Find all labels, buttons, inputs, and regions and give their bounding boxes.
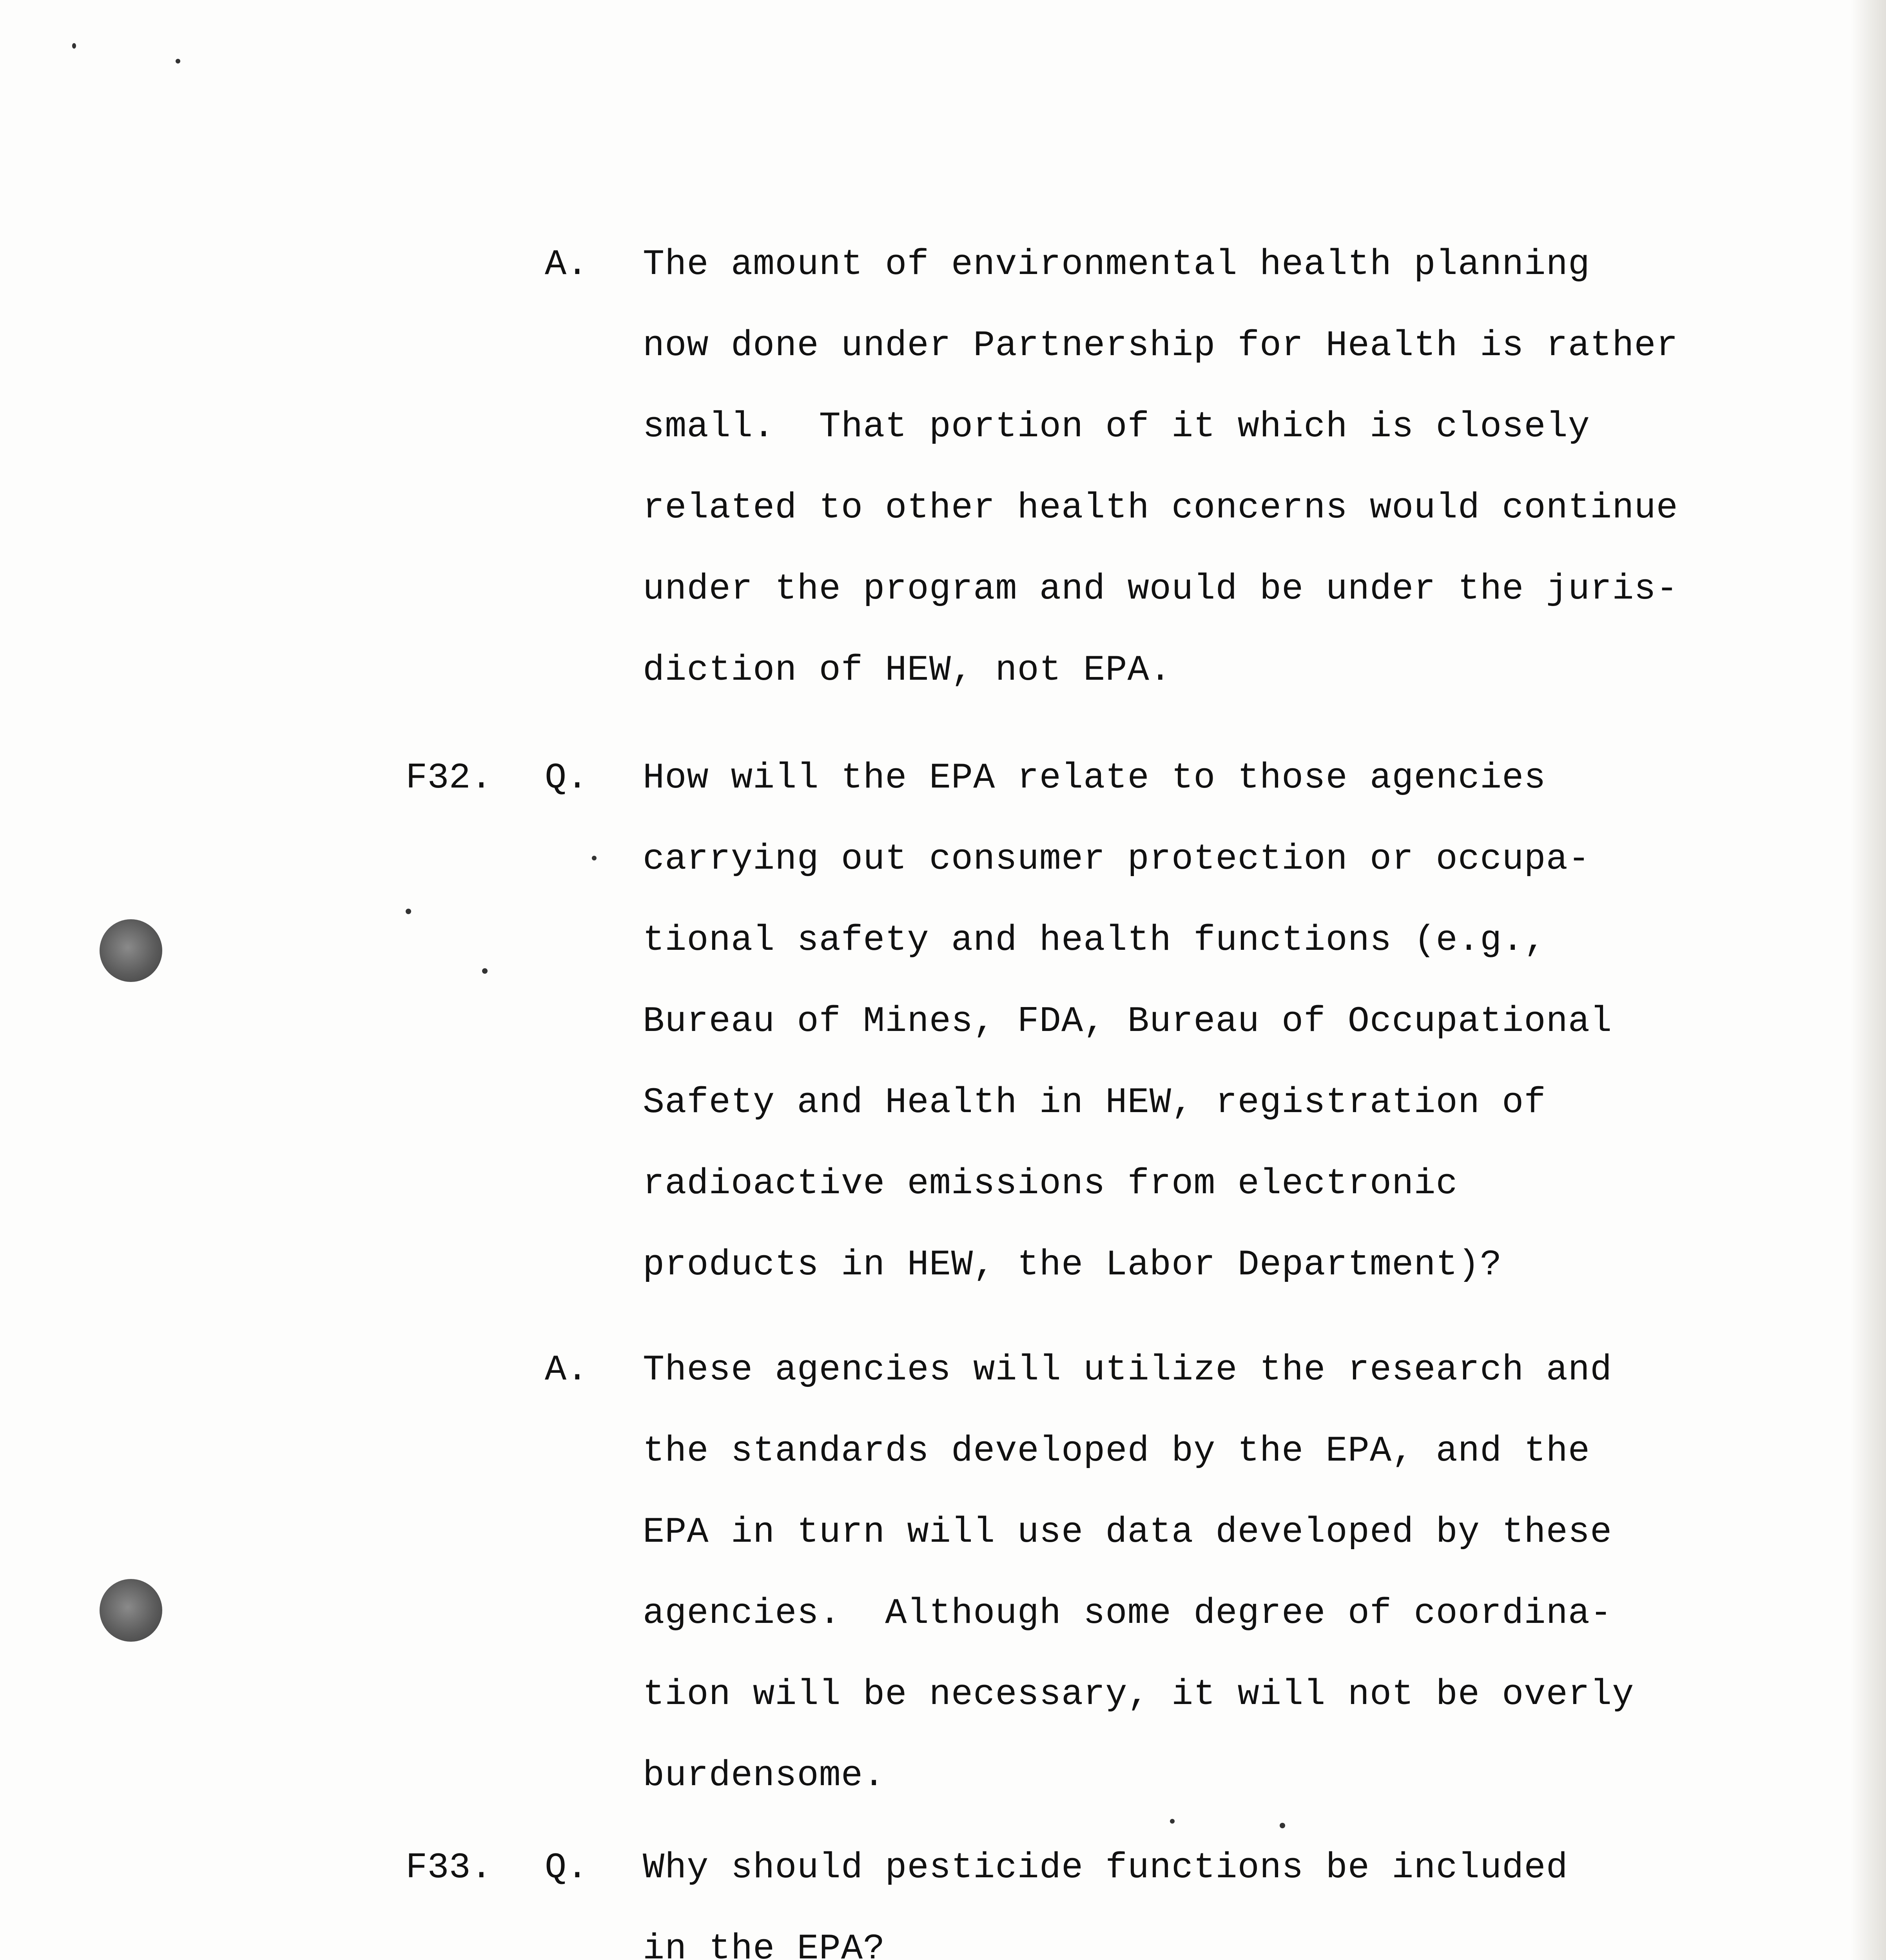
scan-speck <box>72 43 76 49</box>
scan-speck <box>1280 1823 1285 1828</box>
text-line: radioactive emissions from electronic <box>643 1163 1458 1204</box>
item-number: F32. <box>406 757 492 799</box>
text-line: related to other health concerns would continue <box>643 487 1678 528</box>
text-line: the standards developed by the EPA, and the <box>643 1430 1590 1472</box>
question-marker: Q. <box>545 1847 588 1888</box>
punch-hole <box>100 1579 162 1642</box>
text-line: These agencies will utilize the research and <box>643 1349 1612 1390</box>
text-line: EPA in turn will use data developed by these <box>643 1512 1612 1553</box>
text-line: How will the EPA relate to those agencies <box>643 757 1546 799</box>
text-line: burdensome. <box>643 1755 885 1796</box>
scan-speck <box>482 968 488 974</box>
scan-speck <box>176 59 180 64</box>
item-number: F33. <box>406 1847 492 1888</box>
text-line: now done under Partnership for Health is rather <box>643 325 1678 366</box>
text-line: Safety and Health in HEW, registration of <box>643 1082 1546 1123</box>
punch-hole <box>100 919 162 982</box>
scan-speck <box>406 909 411 914</box>
scan-speck <box>592 856 597 860</box>
text-line: tional safety and health functions (e.g., <box>643 920 1546 961</box>
page-edge-shadow <box>1851 0 1886 1960</box>
text-line: Why should pesticide functions be included <box>643 1847 1568 1888</box>
scan-speck <box>1170 1819 1175 1824</box>
text-line: in the EPA? <box>643 1928 885 1960</box>
text-line: products in HEW, the Labor Department)? <box>643 1244 1502 1285</box>
question-marker: Q. <box>545 757 588 799</box>
text-line: Bureau of Mines, FDA, Bureau of Occupational <box>643 1001 1612 1042</box>
text-line: carrying out consumer protection or occupa- <box>643 838 1590 880</box>
text-line: The amount of environmental health planning <box>643 244 1590 285</box>
text-line: small. That portion of it which is closely <box>643 406 1590 447</box>
text-line: diction of HEW, not EPA. <box>643 650 1172 691</box>
answer-marker: A. <box>545 1349 588 1390</box>
text-line: under the program and would be under the juris- <box>643 568 1678 610</box>
answer-marker: A. <box>545 244 588 285</box>
text-line: agencies. Although some degree of coordina- <box>643 1593 1612 1634</box>
text-line: tion will be necessary, it will not be overly <box>643 1674 1634 1715</box>
